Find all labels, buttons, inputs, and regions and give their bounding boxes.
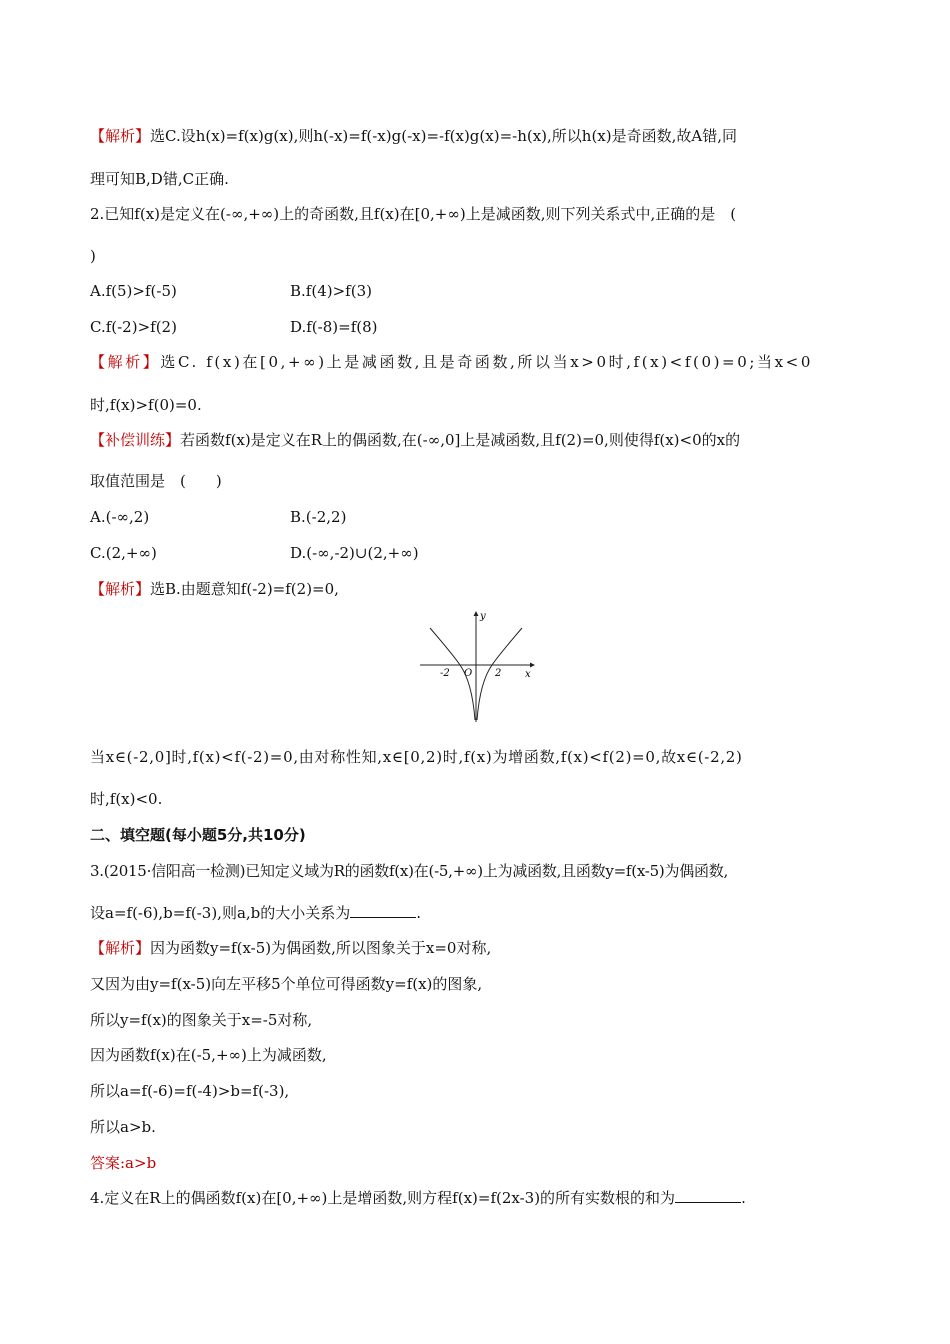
supplement-analysis-end: 时,f(x)<0. bbox=[90, 790, 163, 808]
option-c: C.f(-2)>f(2) bbox=[90, 318, 177, 336]
x-axis-arrow bbox=[530, 663, 535, 668]
answer-blank bbox=[675, 1188, 741, 1203]
analysis-text: 选C. f(x)在[0,+∞)上是减函数,且是奇函数,所以当x>0时,f(x)<f(0)=0;当x<0 bbox=[160, 353, 813, 371]
y-axis-arrow bbox=[474, 611, 479, 616]
option-a: A.(-∞,2) bbox=[90, 508, 150, 526]
analysis-1-line-2: 理可知B,D错,C正确. bbox=[90, 170, 229, 188]
x-label: x bbox=[525, 669, 531, 680]
supplement-text: 若函数f(x)是定义在R上的偶函数,在(-∞,0]上是减函数,且f(2)=0,则使得f(x)<0的x的 bbox=[180, 431, 741, 449]
option-d: D.(-∞,-2)∪(2,+∞) bbox=[290, 544, 419, 562]
analysis-tag: 【解析】 bbox=[90, 127, 151, 145]
analysis-step: 所以y=f(x)的图象关于x=-5对称, bbox=[90, 1011, 313, 1029]
question-2-stem: 2.已知f(x)是定义在(-∞,+∞)上的奇函数,且f(x)在[0,+∞)上是减函数,则下列关系式中,正确的是 ( bbox=[90, 205, 737, 223]
origin-label: O bbox=[464, 668, 473, 679]
answer-blank bbox=[350, 903, 416, 918]
analysis-tag: 【解析】 bbox=[90, 353, 161, 371]
answer-line: 答案:a>b bbox=[90, 1154, 157, 1172]
analysis-step: 所以a=f(-6)=f(-4)>b=f(-3), bbox=[90, 1082, 290, 1100]
supplement-analysis bbox=[90, 579, 339, 599]
period: . bbox=[416, 904, 422, 922]
y-label: y bbox=[480, 611, 486, 622]
option-d: D.f(-8)=f(8) bbox=[290, 318, 378, 336]
supplement-question bbox=[90, 430, 740, 450]
question-2-analysis bbox=[90, 352, 813, 372]
supplement-question-cont: 取值范围是 ( ) bbox=[90, 472, 222, 490]
question-3-stem-cont bbox=[90, 903, 421, 923]
section-title: 二、填空题(每小题5分,共10分) bbox=[90, 826, 306, 844]
analysis-tag: 【解析】 bbox=[90, 580, 151, 598]
option-c: C.(2,+∞) bbox=[90, 544, 157, 562]
tick-neg2: -2 bbox=[440, 668, 450, 679]
option-b: B.f(4)>f(3) bbox=[290, 282, 372, 300]
analysis-step: 又因为由y=f(x-5)向左平移5个单位可得函数y=f(x)的图象, bbox=[90, 975, 483, 993]
analysis-text: 因为函数y=f(x-5)为偶函数,所以图象关于x=0对称, bbox=[150, 939, 492, 957]
analysis-1-line bbox=[90, 126, 737, 146]
question-4-stem bbox=[90, 1188, 746, 1208]
analysis-text: 选B.由题意知f(-2)=f(2)=0, bbox=[150, 580, 339, 598]
analysis-step: 因为函数f(x)在(-5,+∞)上为减函数, bbox=[90, 1046, 327, 1064]
period: . bbox=[741, 1189, 746, 1207]
option-a: A.f(5)>f(-5) bbox=[90, 282, 177, 300]
question-2-stem-cont: ) bbox=[90, 247, 96, 265]
option-b: B.(-2,2) bbox=[290, 508, 347, 526]
even-function-graph bbox=[418, 608, 538, 728]
question-3-analysis bbox=[90, 938, 491, 958]
supplement-analysis-cont: 当x∈(-2,0]时,f(x)<f(-2)=0,由对称性知,x∈[0,2)时,f(x)为增函数,f(x)<f(2)=0,故x∈(-2,2) bbox=[90, 748, 743, 766]
question-3-text: 设a=f(-6),b=f(-3),则a,b的大小关系为 bbox=[90, 904, 351, 922]
question-4-text: 4.定义在R上的偶函数f(x)在[0,+∞)上是增函数,则方程f(x)=f(2x-3)的所有实数根的和为 bbox=[90, 1189, 676, 1207]
analysis-step: 所以a>b. bbox=[90, 1118, 156, 1136]
analysis-tag: 【解析】 bbox=[90, 939, 151, 957]
question-2-analysis-cont: 时,f(x)>f(0)=0. bbox=[90, 396, 202, 414]
question-3-stem: 3.(2015·信阳高一检测)已知定义域为R的函数f(x)在(-5,+∞)上为减函数,且函数y=f(x-5)为偶函数, bbox=[90, 862, 729, 880]
tick-pos2: 2 bbox=[495, 668, 502, 679]
analysis-text: 选C.设h(x)=f(x)g(x),则h(-x)=f(-x)g(-x)=-f(x)g(x)=-h(x),所以h(x)是奇函数,故A错,同 bbox=[150, 127, 737, 145]
supplement-tag: 【补偿训练】 bbox=[90, 431, 181, 449]
